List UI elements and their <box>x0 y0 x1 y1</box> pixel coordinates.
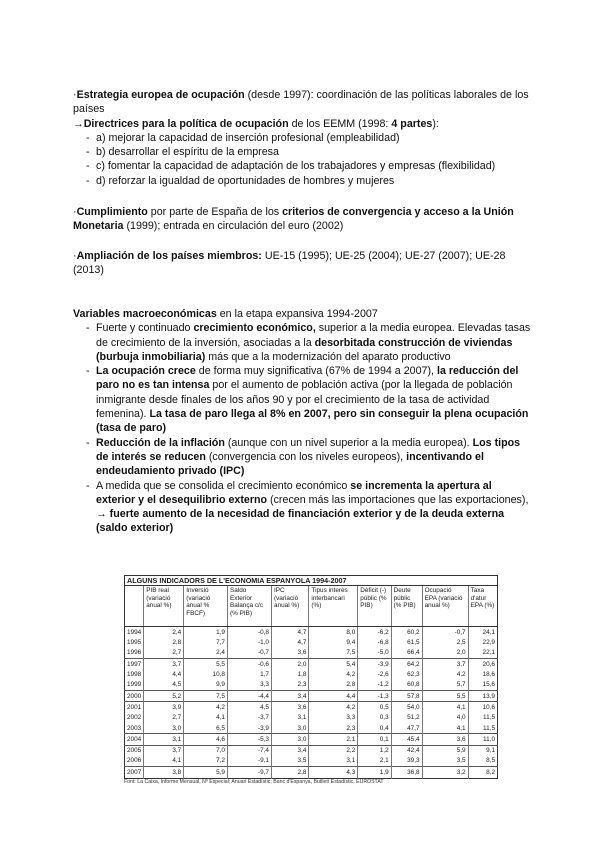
table-cell: -0,7 <box>422 627 468 638</box>
arrow-icon: → <box>73 117 84 130</box>
table-cell: 4,4 <box>144 670 184 680</box>
text: UE-15 (1995); UE-25 (2004); UE-27 (2007); UE-28 (2013) <box>73 250 506 277</box>
table-cell: 3,0 <box>271 734 308 745</box>
table-cell: 2,3 <box>309 723 358 734</box>
table-cell: 66,4 <box>391 648 422 659</box>
bold-text: fuerte aumento de la necesidad de financiación exterior y de la deuda externa (saldo exterior) <box>96 508 505 535</box>
bold-text: criterios de convergencia y acceso a la Unión Monetaria <box>73 206 514 233</box>
table-cell: 60,2 <box>391 627 422 638</box>
table-header-cell: Taxa d'atur EPA (%) <box>468 586 497 627</box>
list-item-growth <box>73 321 533 364</box>
bold-text: crecimiento económico, <box>193 322 316 335</box>
bold-text: La ocupación crece <box>96 365 196 378</box>
table-header-cell: IPC (variació anual %) <box>271 586 308 627</box>
table-year-cell: 2006 <box>127 757 142 765</box>
table-row <box>125 670 498 680</box>
table-cell: 3,7 <box>144 745 184 756</box>
bold-text: la reducción del paro no es tan intensa <box>96 365 519 392</box>
table-cell: 4,3 <box>309 767 358 778</box>
section-enlargement <box>73 249 533 278</box>
table-row <box>125 723 498 734</box>
text: superior a la media europea. Elevadas tasas de crecimiento de la inversión, asociadas a la <box>96 322 531 349</box>
table-cell: 15,6 <box>468 680 497 691</box>
table-cell: 0,3 <box>358 713 391 723</box>
table-year-cell: 1996 <box>127 649 142 657</box>
section-employment-strategy <box>73 88 533 188</box>
table-cell: 7,0 <box>184 745 228 756</box>
table-row <box>125 648 498 659</box>
table-cell: 45,4 <box>391 734 422 745</box>
section-heading <box>73 307 533 321</box>
paragraph <box>73 88 533 117</box>
text: más que a la modernización del aparato productivo <box>205 350 451 363</box>
table-cell: 7,7 <box>184 638 228 648</box>
paragraph <box>73 117 533 131</box>
table-cell: 10,8 <box>184 670 228 680</box>
table-row <box>125 702 498 713</box>
table-cell: 11,5 <box>468 723 497 734</box>
table-cell: 3,6 <box>422 734 468 745</box>
list-item-external <box>73 479 533 536</box>
text: (convergencia con los niveles europeos), <box>205 450 407 463</box>
table-row <box>125 767 498 778</box>
bold-text: se incrementa la apertura al exterior y el desequilibrio externo <box>96 479 492 506</box>
table-cell: 5,5 <box>184 659 228 670</box>
table-cell: 5,4 <box>309 659 358 670</box>
table-cell: 9,1 <box>468 745 497 756</box>
table-cell: 47,7 <box>391 723 422 734</box>
table-cell: 11,5 <box>468 713 497 723</box>
bold-text: 4 partes <box>391 117 433 130</box>
table-cell: -9,7 <box>227 767 271 778</box>
table-cell: -1,3 <box>358 691 391 702</box>
table-year-cell: 1994 <box>127 628 142 636</box>
table-cell: 4,7 <box>271 638 308 648</box>
table-cell: 3,5 <box>271 756 308 767</box>
list-item-inflation <box>73 436 533 479</box>
bold-text: incentivando el endeudamiento privado (IPC) <box>96 450 484 478</box>
table-row <box>125 734 498 745</box>
table-cell: -3,9 <box>227 723 271 734</box>
table-cell: 5,9 <box>184 767 228 778</box>
list-item: - a) mejorar la capacidad de inserción profesional (empleabilidad) <box>73 131 533 145</box>
table-cell: 3,1 <box>271 713 308 723</box>
indicators-table <box>124 575 498 779</box>
table-cell: -4,4 <box>227 691 271 702</box>
table-year-cell: 1998 <box>127 671 142 679</box>
table-cell: 2,3 <box>271 680 308 691</box>
table-row <box>125 756 498 767</box>
table-cell: 7,5 <box>184 691 228 702</box>
table-cell: -0,7 <box>227 648 271 659</box>
table-row <box>125 659 498 670</box>
table-cell: 57,8 <box>391 691 422 702</box>
indicators-table-figure <box>124 575 498 786</box>
text: por el aumento de población activa (por la llegada de población inmigrante desde finales de los años 90 y por el crecimiento de la tasa de actividad femenina). <box>96 379 513 421</box>
table-cell: 4,1 <box>184 713 228 723</box>
table-cell: 3,1 <box>144 734 184 745</box>
text: (1999); entrada en circulación del euro (2002) <box>123 220 344 233</box>
table-header-cell: Inversió (variació anual % FBCF) <box>184 586 228 627</box>
text: Fuerte y continuado <box>96 322 194 335</box>
table-year-cell: 1999 <box>127 681 142 689</box>
table-row <box>125 691 498 702</box>
table-cell: 5,5 <box>422 691 468 702</box>
table-cell: 61,5 <box>391 638 422 648</box>
table-header-cell: Tipus interès interbancari (%) <box>309 586 358 627</box>
table-cell: -0,6 <box>227 659 271 670</box>
table-cell: 3,3 <box>309 713 358 723</box>
text: A medida que se consolida el crecimiento económico <box>96 479 351 492</box>
list-item: - c) fomentar la capacidad de adaptación de los trabajadores y empresas (flexibilidad) <box>73 159 533 173</box>
table-cell: 4,6 <box>184 734 228 745</box>
section-macroeconomic-variables <box>73 307 533 536</box>
table-cell: 51,2 <box>391 713 422 723</box>
table-year-cell: 2001 <box>125 702 144 713</box>
table-cell: 3,2 <box>422 767 468 778</box>
table-cell: 4,5 <box>144 680 184 691</box>
table-cell: 8,0 <box>309 627 358 638</box>
table-cell: 0,4 <box>358 723 391 734</box>
table-header-cell: PIB real (variació anual %) <box>144 586 184 627</box>
table-cell: 13,9 <box>468 691 497 702</box>
table-cell: 1,9 <box>184 627 228 638</box>
table-cell: 3,6 <box>271 648 308 659</box>
table-cell: 62,3 <box>391 670 422 680</box>
table-cell: 2,1 <box>309 734 358 745</box>
bullet: · <box>73 250 77 262</box>
table-cell: 1,2 <box>358 745 391 756</box>
paragraph <box>73 249 533 278</box>
table-row <box>125 627 498 638</box>
table-year-cell: 2004 <box>125 734 144 745</box>
table-cell: 3,7 <box>144 659 184 670</box>
bold-text: Estrategia europea de ocupación <box>76 89 245 101</box>
table-header-cell <box>125 586 144 627</box>
table-year-cell: 1997 <box>125 659 144 670</box>
table-cell: 9,9 <box>184 680 228 691</box>
table-cell: 8,2 <box>468 767 497 778</box>
table-header-row <box>125 586 498 627</box>
table-cell: -0,8 <box>227 627 271 638</box>
table-cell: 2,7 <box>144 713 184 723</box>
table-cell: 18,6 <box>468 670 497 680</box>
text: en la etapa expansiva 1994-2007 <box>216 308 378 320</box>
table-row <box>125 745 498 756</box>
table-cell: 3,4 <box>271 745 308 756</box>
table-cell: -9,1 <box>227 756 271 767</box>
table-cell: -3,9 <box>358 659 391 670</box>
table-cell: -3,7 <box>227 713 271 723</box>
table-cell: 36,8 <box>391 767 422 778</box>
table-cell: 2,8 <box>144 638 184 648</box>
table-cell: 2,0 <box>271 659 308 670</box>
bold-text: La tasa de paro llega al 8% en 2007, pero sin conseguir la plena ocupación (tasa de paro) <box>96 408 529 435</box>
table-cell: 5,2 <box>144 691 184 702</box>
section-convergence <box>73 205 533 234</box>
bold-text: Directrices para la política de ocupación <box>83 117 289 130</box>
table-body <box>125 627 498 778</box>
table-cell: 42,4 <box>391 745 422 756</box>
table-cell: 3,8 <box>144 767 184 778</box>
table-year-cell: 2000 <box>125 691 144 702</box>
table-cell: 39,3 <box>391 756 422 767</box>
table-cell: 4,2 <box>422 670 468 680</box>
table-cell: 5,9 <box>422 745 468 756</box>
table-cell: 7,2 <box>184 756 228 767</box>
table-cell: 3,5 <box>422 756 468 767</box>
table-cell: 2,4 <box>144 627 184 638</box>
bold-text: Los tipos de interés se reducen <box>96 436 521 463</box>
table-cell: 9,4 <box>309 638 358 648</box>
text: (crecen más las importaciones que las exportaciones), → <box>96 493 529 521</box>
table-cell: -2,6 <box>358 670 391 680</box>
table-cell: 4,4 <box>309 691 358 702</box>
table-cell: 2,4 <box>184 648 228 659</box>
table-cell: -7,4 <box>227 745 271 756</box>
table-cell: 3,3 <box>227 680 271 691</box>
bullet: · <box>73 206 77 218</box>
table-cell: 24,1 <box>468 627 497 638</box>
table-title: ALGUNS INDICADORS DE L'ECONOMIA ESPANYOLA 1994-2007 <box>125 576 498 586</box>
table-cell: 3,9 <box>144 702 184 713</box>
text: de forma muy significativa (67% de 1994 a 2007), <box>195 365 437 378</box>
text: ): <box>432 117 439 130</box>
table-row <box>125 713 498 723</box>
table-cell: 3,6 <box>271 702 308 713</box>
table-cell: 4,2 <box>309 670 358 680</box>
paragraph <box>73 205 533 234</box>
table-cell: 20,6 <box>468 659 497 670</box>
table-cell: -5,3 <box>227 734 271 745</box>
table-cell: 2,5 <box>422 638 468 648</box>
bold-text: Ampliación de los países miembros: <box>76 250 262 262</box>
list-item: - d) reforzar la igualdad de oportunidades de hombres y mujeres <box>73 174 533 188</box>
table-cell: 2,2 <box>309 745 358 756</box>
guidelines-list <box>73 131 533 188</box>
table-cell: 4,1 <box>144 756 184 767</box>
table-cell: 2,1 <box>358 756 391 767</box>
table-header-cell: Saldo Exterior Balança c/c (% PIB) <box>227 586 271 627</box>
table-cell: 4,7 <box>271 627 308 638</box>
bold-text: desorbitada construcción de viviendas (burbuja inmobiliaria) <box>96 336 513 363</box>
list-item-employment <box>73 364 533 435</box>
table-cell: 22,9 <box>468 638 497 648</box>
table-cell: 0,1 <box>358 734 391 745</box>
text: (desde 1997): coordinación de las políticas laborales de los países <box>73 89 529 116</box>
table-cell: 1,7 <box>227 670 271 680</box>
table-cell: -6,2 <box>358 627 391 638</box>
table-cell: 4,1 <box>422 702 468 713</box>
table-year-cell: 2007 <box>125 767 144 778</box>
table-cell: 4,2 <box>309 702 358 713</box>
table-cell: 3,0 <box>144 723 184 734</box>
table-cell: 60,8 <box>391 680 422 691</box>
table-cell: -1,0 <box>227 638 271 648</box>
table-cell: -1,2 <box>358 680 391 691</box>
table-year-cell: 2005 <box>125 745 144 756</box>
table-source: Font: La Caixa, Informe Mensual, Nº Especial; Anuari Estadístic; Banc d'Espanya, Butlletí Estadístic, EUROSTAT <box>124 778 384 785</box>
table-cell: 8,5 <box>468 756 497 767</box>
bullet: · <box>73 89 77 101</box>
table-cell: 2,8 <box>309 680 358 691</box>
variables-list <box>73 321 533 535</box>
table-cell: -5,0 <box>358 648 391 659</box>
bold-text: Variables macroeconómicas <box>73 308 217 320</box>
table-cell: 64,2 <box>391 659 422 670</box>
table-row <box>125 638 498 648</box>
bold-text: Cumplimiento <box>76 206 148 218</box>
table-cell: -6,8 <box>358 638 391 648</box>
table-cell: 3,0 <box>271 723 308 734</box>
table-cell: 3,1 <box>309 756 358 767</box>
table-cell: 2,7 <box>144 648 184 659</box>
table-cell: 54,0 <box>391 702 422 713</box>
table-cell: 7,5 <box>309 648 358 659</box>
bold-text: Reducción de la inflación <box>96 436 225 449</box>
table-cell: 1,9 <box>358 767 391 778</box>
text: por parte de España de los <box>147 206 283 218</box>
table-header-cell: Ocupació EPA (variació anual %) <box>422 586 468 627</box>
table-cell: 22,1 <box>468 648 497 659</box>
text: de los EEMM (1998: <box>288 117 392 130</box>
table-cell: 2,8 <box>271 767 308 778</box>
table-year-cell: 2002 <box>127 714 142 722</box>
table-cell: 5,7 <box>422 680 468 691</box>
table-cell: 4,0 <box>422 713 468 723</box>
table-header-cell: Dèficit (-) públic (% PIB) <box>358 586 391 627</box>
table-cell: 4,5 <box>227 702 271 713</box>
table-cell: 3,7 <box>422 659 468 670</box>
text: (aunque con un nivel superior a la media europea). <box>224 436 473 449</box>
table-cell: 1,8 <box>271 670 308 680</box>
table-cell: 0,5 <box>358 702 391 713</box>
table-year-cell: 1995 <box>127 639 142 647</box>
table-header-cell: Deute públic (% PIB) <box>391 586 422 627</box>
list-item: - b) desarrollar el espíritu de la empresa <box>73 145 533 159</box>
table-cell: 10,6 <box>468 702 497 713</box>
table-cell: 4,2 <box>184 702 228 713</box>
table-cell: 11,0 <box>468 734 497 745</box>
table-cell: 3,4 <box>271 691 308 702</box>
table-year-cell: 2003 <box>127 724 142 732</box>
table-row <box>125 680 498 691</box>
table-cell: 6,5 <box>184 723 228 734</box>
table-cell: 2,0 <box>422 648 468 659</box>
table-cell: 4,1 <box>422 723 468 734</box>
